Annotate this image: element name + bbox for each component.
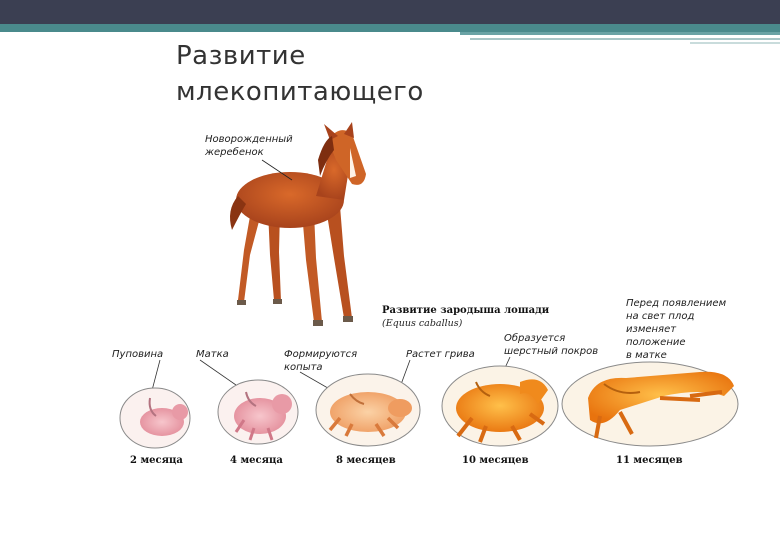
stage-label: 10 месяцев <box>462 455 529 466</box>
embryo-stage-4-months <box>218 380 298 444</box>
stage-label: 2 месяца <box>130 455 183 466</box>
embryo-stage-11-months <box>562 362 738 446</box>
annotation-birth-position: положение <box>626 337 686 348</box>
annotation-birth-position: в матке <box>626 350 667 361</box>
annotation-hooves: Формируются <box>284 349 358 360</box>
annotation-hooves: копыта <box>284 362 323 373</box>
figure-heading: Развитие зародыша лошади <box>382 305 550 316</box>
stage-label: 4 месяца <box>230 455 283 466</box>
annotation-coat: Образуется <box>504 333 566 344</box>
title-line-2: млекопитающего <box>176 77 424 107</box>
annotation-uterus: Матка <box>196 349 229 360</box>
annotation-umbilical: Пуповина <box>112 349 164 360</box>
stage-label: 8 месяцев <box>336 455 396 466</box>
embryo-stage-8-months <box>316 374 420 446</box>
title-line-1: Развитие <box>176 41 306 71</box>
embryo-stage-2-months <box>120 388 190 448</box>
foal-label: жеребенок <box>205 147 264 158</box>
annotation-birth-position: на свет плод <box>626 311 695 322</box>
foal-label: Новорожденный <box>205 134 293 145</box>
annotation-coat: шерстный покров <box>504 346 599 357</box>
annotation-birth-position: Перед появлением <box>626 298 727 309</box>
annotation-mane: Растет грива <box>406 349 475 360</box>
embryo-stage-10-months <box>442 366 558 446</box>
figure-latin-name: (Equus caballus) <box>382 318 463 329</box>
annotation-birth-position: изменяет <box>626 324 677 335</box>
stage-label: 11 месяцев <box>616 455 683 466</box>
